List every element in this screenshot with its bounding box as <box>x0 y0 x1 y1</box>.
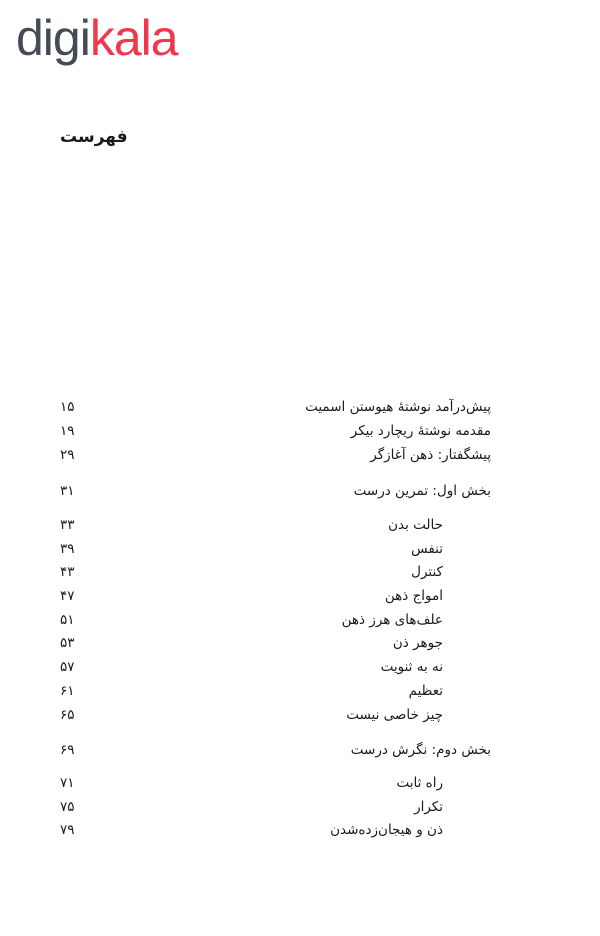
toc-section-title: بخش دوم: نگرش درست <box>350 742 491 758</box>
toc-row <box>0 584 600 608</box>
toc-row <box>0 395 600 419</box>
toc-entry-page: ۴۳ <box>60 564 75 580</box>
toc-entry-page: ۶۵ <box>60 707 75 723</box>
toc-entry-title: مقدمه نوشتهٔ ریچارد بیکر <box>350 423 491 439</box>
toc-entry-page: ۶۹ <box>60 742 75 758</box>
toc-entry-page: ۴۷ <box>60 588 75 604</box>
toc-entry-page: ۷۵ <box>60 799 75 815</box>
toc-row <box>0 443 600 467</box>
toc-entry-title: تکرار <box>414 799 443 815</box>
toc-entry-title: نه به ثنویت <box>380 659 443 675</box>
toc-section-row <box>0 479 600 503</box>
toc-entry-page: ۳۱ <box>60 483 75 499</box>
toc-row <box>0 679 600 703</box>
toc-entry-title: ذن و هیجان‌زده‌شدن <box>330 822 443 838</box>
toc-entry-page: ۵۷ <box>60 659 75 675</box>
toc-section-title: بخش اول: تمرین درست <box>353 483 491 499</box>
toc-row <box>0 537 600 561</box>
toc-row <box>0 771 600 795</box>
toc-entry-title: حالت بدن <box>388 517 443 533</box>
toc-row <box>0 631 600 655</box>
toc-entry-page: ۷۱ <box>60 775 75 791</box>
toc-entry-title: کنترل <box>411 564 443 580</box>
toc-entry-page: ۵۱ <box>60 612 75 628</box>
toc-row <box>0 560 600 584</box>
toc-entry-title: چیز خاصی نیست <box>346 707 443 723</box>
toc-row <box>0 608 600 632</box>
toc-row <box>0 655 600 679</box>
toc-entry-title: تعظیم <box>408 683 443 699</box>
toc-entry-title: پیش‌درآمد نوشتهٔ هیوستن اسمیت <box>305 399 491 415</box>
toc-entry-page: ۶۱ <box>60 683 75 699</box>
toc-title: فهرست <box>60 127 128 147</box>
toc-entry-title: جوهر ذن <box>392 635 443 651</box>
toc-row <box>0 419 600 443</box>
toc-row <box>0 795 600 819</box>
toc-entry-page: ۲۹ <box>60 447 75 463</box>
logo-part-digi: digi <box>16 10 90 66</box>
toc-entry-title: تنفس <box>411 541 443 557</box>
toc-row <box>0 513 600 537</box>
toc-entry-page: ۵۳ <box>60 635 75 651</box>
toc-entry-title: پیشگفتار: ذهن آغازگر <box>370 447 491 463</box>
toc-entry-page: ۳۳ <box>60 517 75 533</box>
toc-entry-title: امواج ذهن <box>384 588 443 604</box>
toc-entry-title: راه ثابت <box>396 775 443 791</box>
toc-entry-page: ۷۹ <box>60 822 75 838</box>
toc-entry-title: علف‌های هرز ذهن <box>341 612 443 628</box>
toc-entry-page: ۱۹ <box>60 423 75 439</box>
logo-part-kala: kala <box>89 10 178 66</box>
toc-row <box>0 818 600 842</box>
toc-entry-page: ۱۵ <box>60 399 75 415</box>
toc-row <box>0 703 600 727</box>
toc-entry-page: ۳۹ <box>60 541 75 557</box>
toc-section-row <box>0 738 600 762</box>
